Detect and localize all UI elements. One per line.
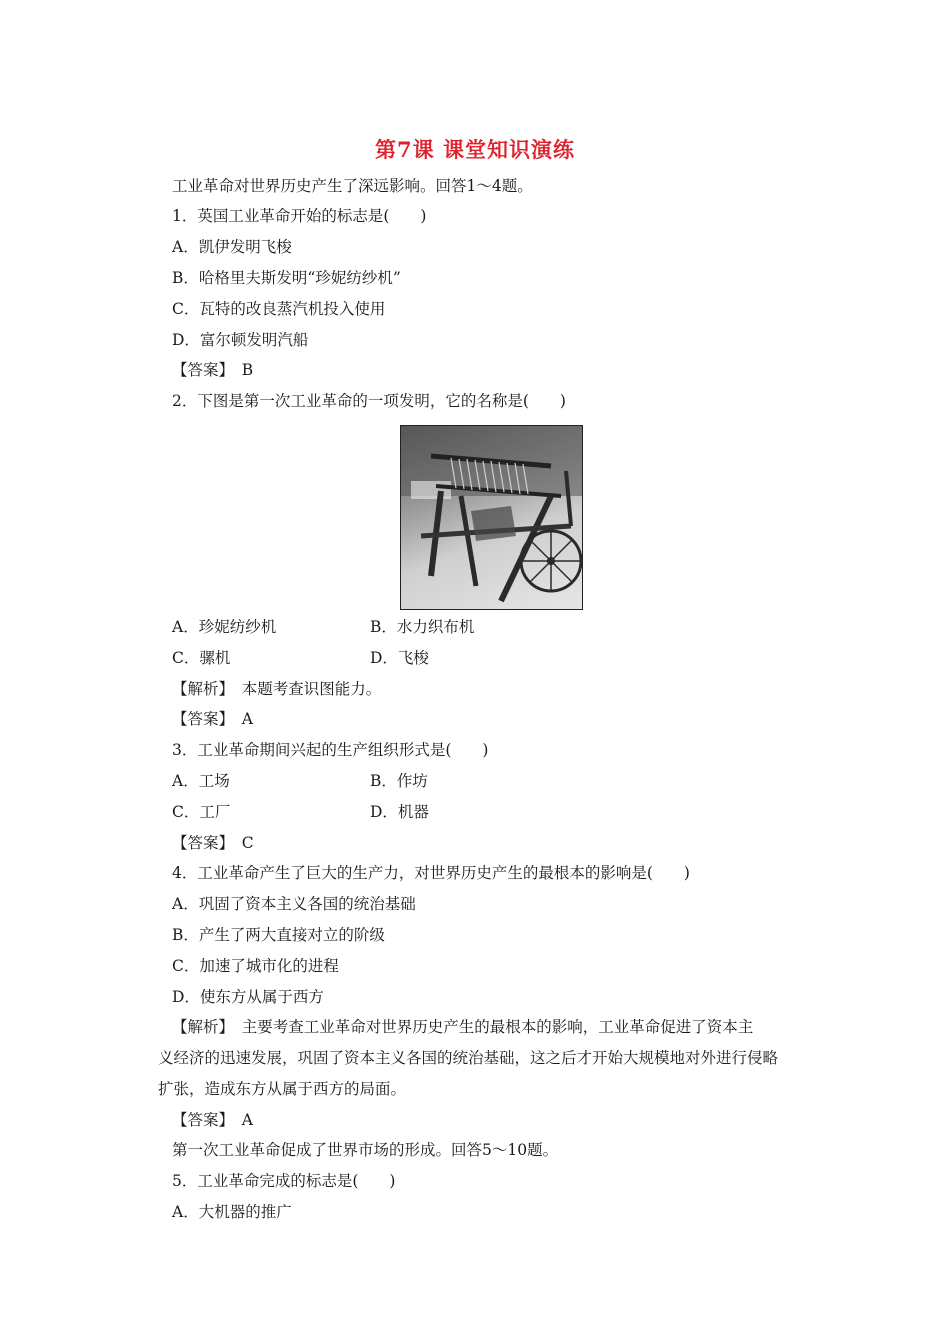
q2-stem: 2．下图是第一次工业革命的一项发明，它的名称是( ) — [172, 392, 566, 410]
q4-stem: 4．工业革命产生了巨大的生产力，对世界历史产生的最根本的影响是( ) — [172, 864, 690, 882]
q2-answer: 【答案】 A — [172, 710, 253, 728]
section-intro-1: 工业革命对世界历史产生了深远影响。回答1～4题。 — [172, 177, 533, 195]
q2-option-d: D．飞梭 — [370, 649, 429, 667]
q4-option-d: D．使东方从属于西方 — [172, 988, 324, 1006]
q4-option-a: A．巩固了资本主义各国的统治基础 — [172, 895, 416, 913]
q4-analysis-line-3: 扩张，造成东方从属于西方的局面。 — [158, 1080, 407, 1098]
q2-analysis: 【解析】 本题考查识图能力。 — [172, 680, 382, 698]
page-title: 第7课 课堂知识演练 — [375, 137, 575, 162]
q1-answer: 【答案】 B — [172, 361, 254, 379]
q1-option-a: A．凯伊发明飞梭 — [172, 238, 292, 256]
q3-option-a: A．工场 — [172, 772, 230, 790]
spinning-jenny-image — [400, 425, 583, 610]
q4-option-b: B．产生了两大直接对立的阶级 — [172, 926, 385, 944]
q2-option-a: A．珍妮纺纱机 — [172, 618, 277, 636]
section-intro-2: 第一次工业革命促成了世界市场的形成。回答5～10题。 — [172, 1141, 559, 1159]
q2-option-c: C．骡机 — [172, 649, 231, 667]
q4-option-c: C．加速了城市化的进程 — [172, 957, 339, 975]
q4-analysis-line-2: 义经济的迅速发展，巩固了资本主义各国的统治基础，这之后才开始大规模地对外进行侵略 — [158, 1049, 779, 1067]
q1-option-c: C．瓦特的改良蒸汽机投入使用 — [172, 300, 386, 318]
q1-option-b: B．哈格里夫斯发明“珍妮纺纱机” — [172, 269, 401, 287]
q3-option-c: C．工厂 — [172, 803, 231, 821]
q5-option-a: A．大机器的推广 — [172, 1203, 292, 1221]
q3-option-b: B．作坊 — [370, 772, 428, 790]
spinning-jenny-drawing — [401, 426, 583, 610]
q1-option-d: D．富尔顿发明汽船 — [172, 331, 309, 349]
q3-stem: 3．工业革命期间兴起的生产组织形式是( ) — [172, 741, 489, 759]
q3-answer: 【答案】 C — [172, 834, 254, 852]
q1-stem: 1．英国工业革命开始的标志是( ) — [172, 207, 427, 225]
q4-analysis-line-1: 【解析】 主要考查工业革命对世界历史产生的最根本的影响，工业革命促进了资本主 — [172, 1018, 754, 1036]
q4-answer: 【答案】 A — [172, 1111, 253, 1129]
q3-option-d: D．机器 — [370, 803, 429, 821]
q2-option-b: B．水力织布机 — [370, 618, 475, 636]
q5-stem: 5．工业革命完成的标志是( ) — [172, 1172, 396, 1190]
